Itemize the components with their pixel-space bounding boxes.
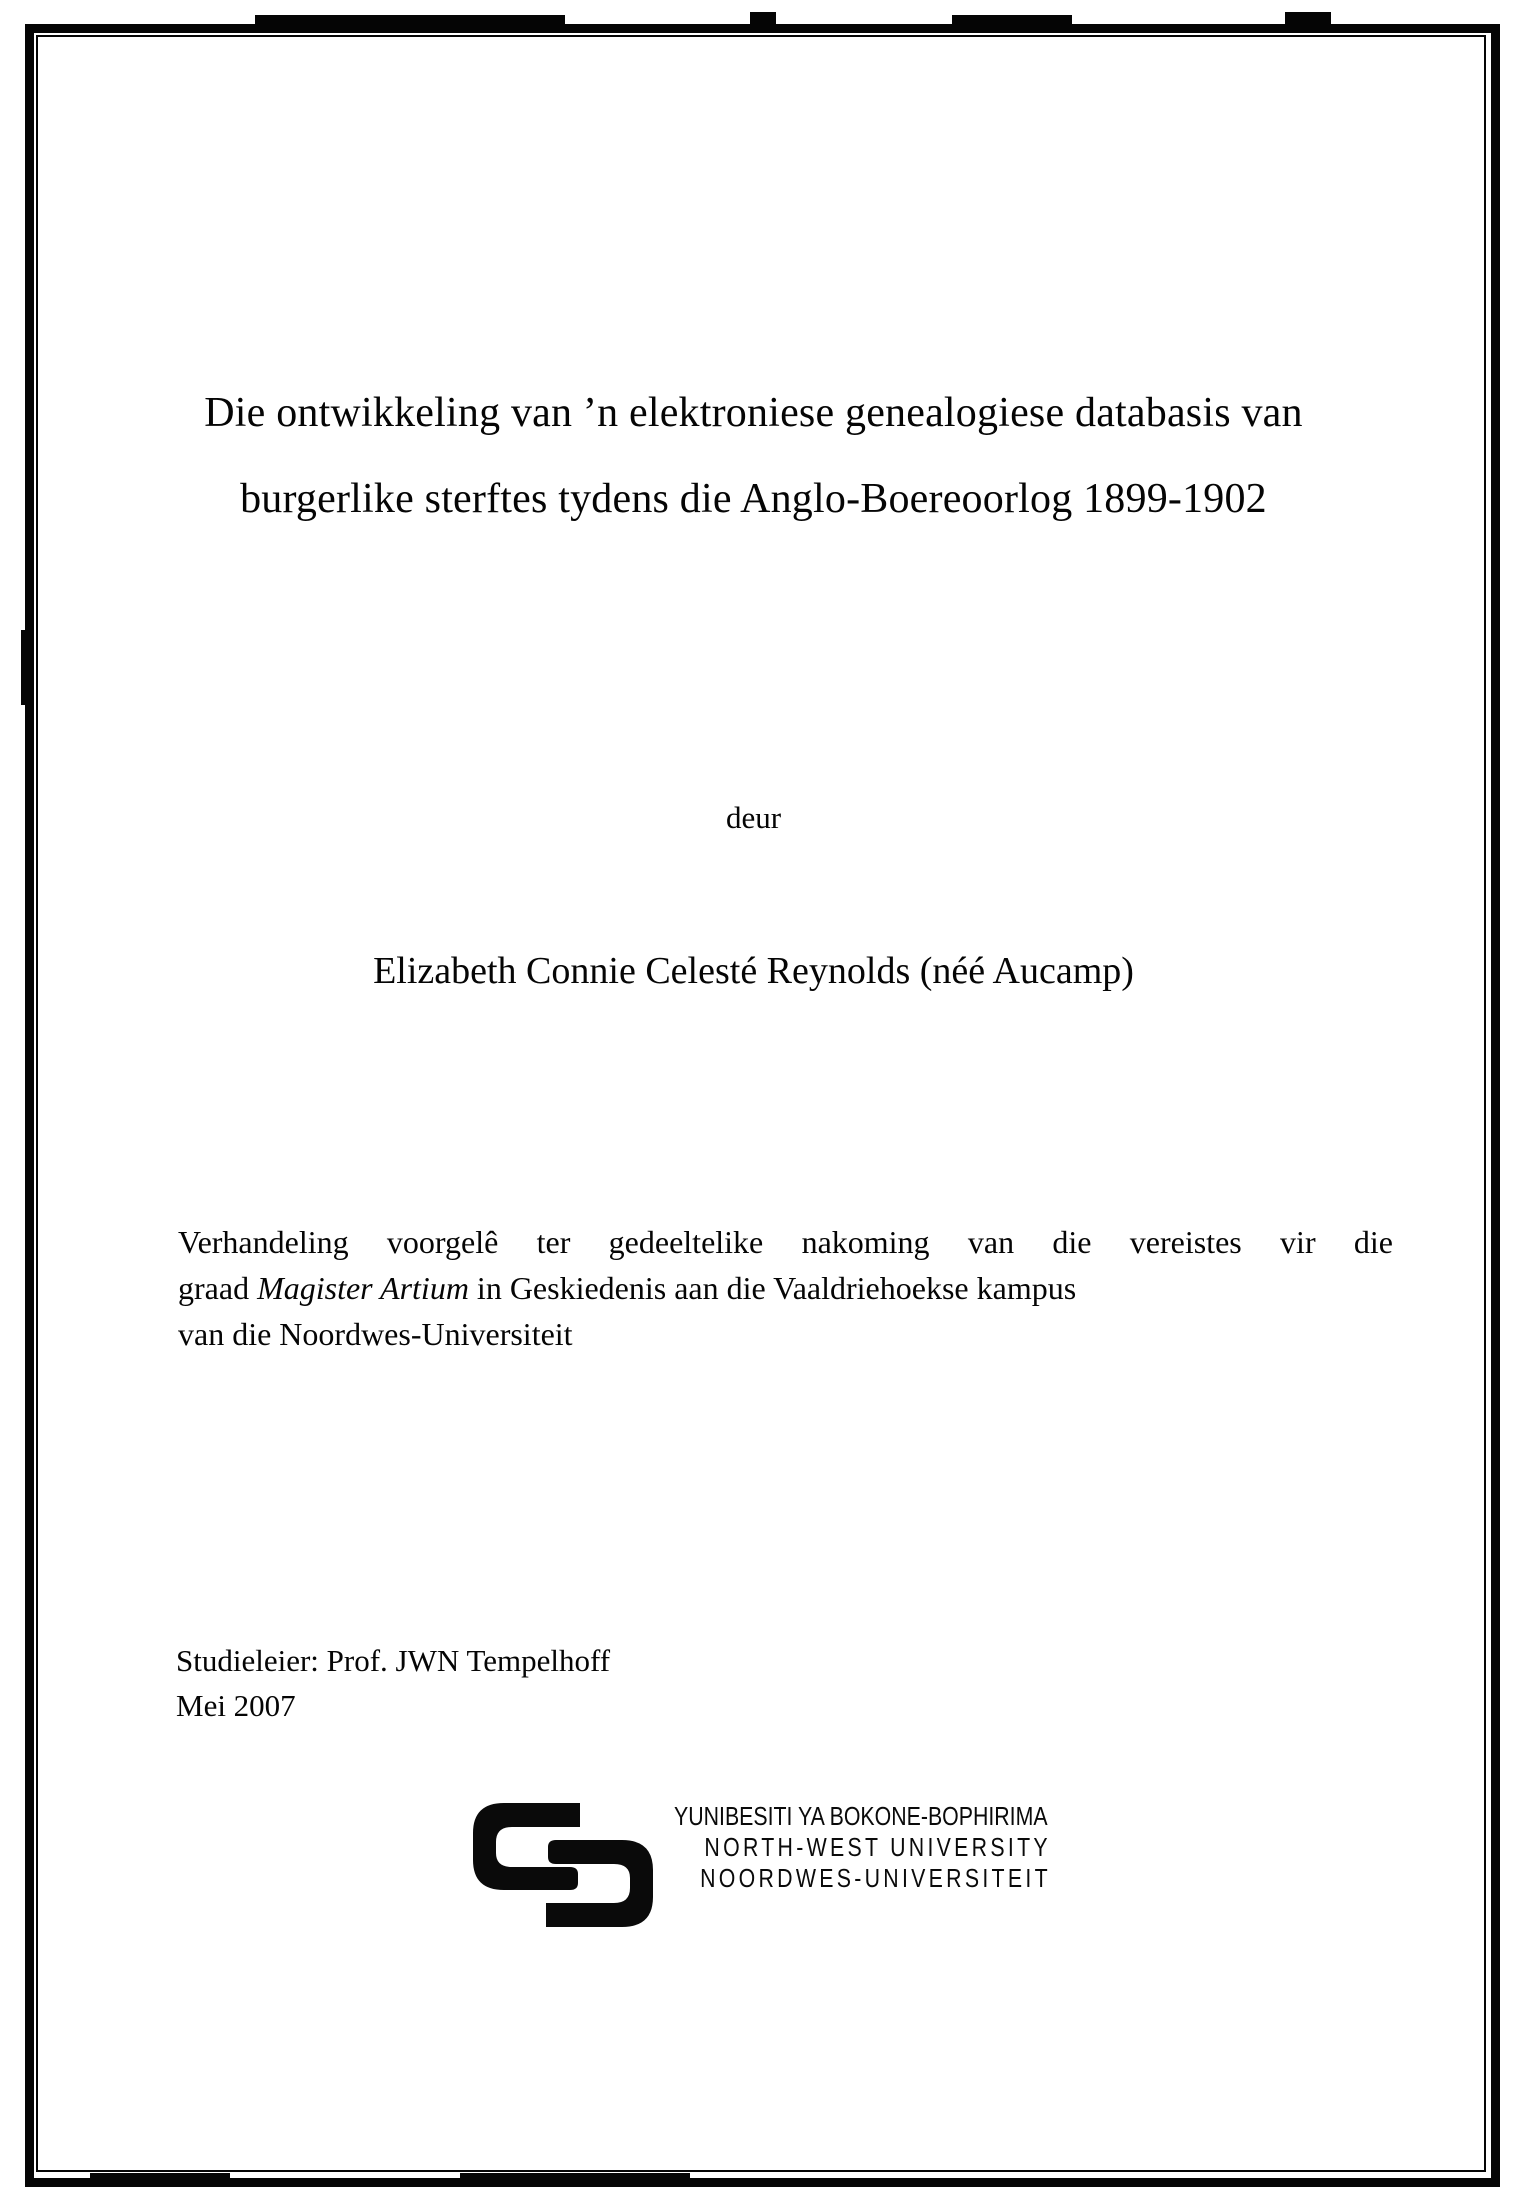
scan-artifact <box>460 2173 690 2180</box>
nwu-logo-wordmark <box>674 1801 1052 1894</box>
scan-artifact <box>255 15 565 25</box>
thesis-title <box>0 370 1507 542</box>
statement-line-2 <box>178 1265 1393 1311</box>
supervisor-block <box>176 1638 610 1728</box>
statement-line-2-prefix: graad <box>178 1270 258 1306</box>
logo-line-english: NORTH-WEST UNIVERSITY <box>704 1832 1052 1862</box>
scan-artifact <box>1285 12 1331 25</box>
logo-line-afrikaans: NOORDWES-UNIVERSITEIT <box>700 1863 1052 1893</box>
author-name: Elizabeth Connie Celesté Reynolds (néé Aucamp) <box>373 950 1134 992</box>
scan-artifact <box>21 630 34 705</box>
statement-line-2-suffix: in Geskiedenis aan die Vaaldriehoekse kampus <box>468 1270 1077 1306</box>
degree-name: Magister Artium <box>257 1270 469 1306</box>
scan-artifact <box>952 15 1072 25</box>
supervisor-line: Studieleier: Prof. JWN Tempelhoff <box>176 1643 611 1678</box>
statement-line-1: Verhandeling voorgelê ter gedeeltelike nakoming van die vereistes vir die <box>178 1224 1393 1260</box>
degree-statement <box>178 1219 1393 1357</box>
nwu-chain-links-icon <box>466 1801 656 1927</box>
title-line-1: Die ontwikkeling van ’n elektroniese genealogiese databasis van <box>204 390 1303 436</box>
logo-line-setswana: YUNIBESITI YA BOKONE-BOPHIRIMA <box>674 1801 1048 1831</box>
byline: deur <box>725 800 782 835</box>
scan-artifact <box>750 12 776 25</box>
scan-artifact <box>90 2173 230 2180</box>
title-line-2: burgerlike sterftes tydens die Anglo-Boereoorlog 1899-1902 <box>240 476 1267 522</box>
statement-line-3: van die Noordwes-Universiteit <box>178 1316 573 1352</box>
date-line: Mei 2007 <box>176 1688 296 1723</box>
